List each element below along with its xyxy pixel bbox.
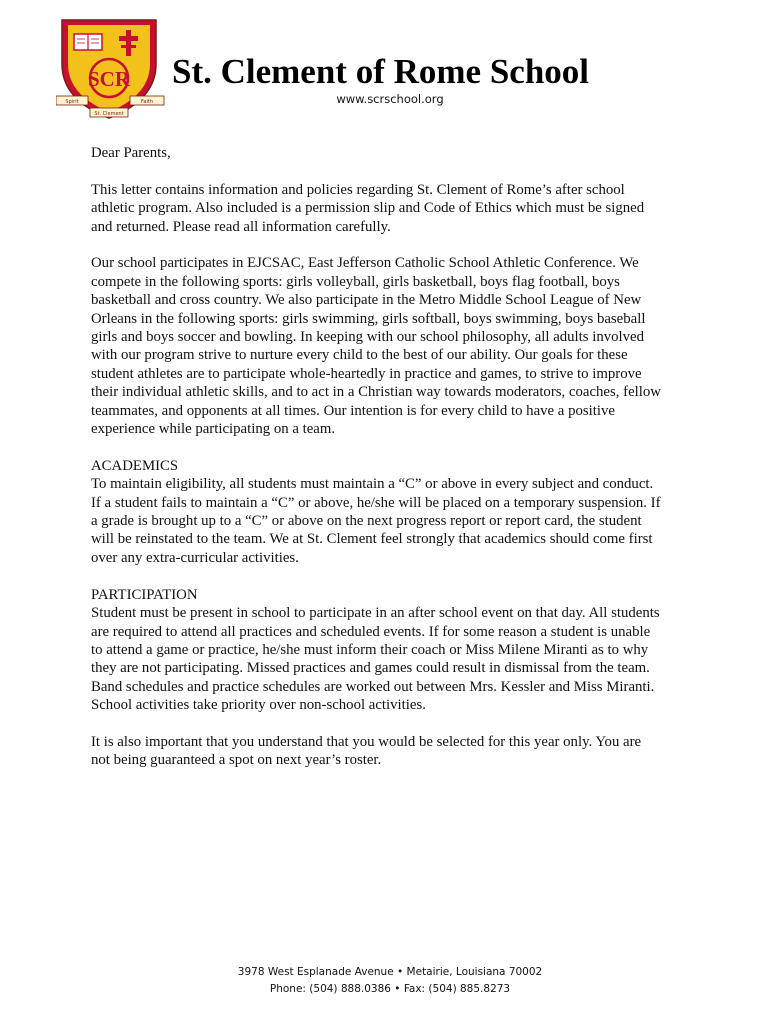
sports-paragraph: Our school participates in EJCSAC, East Jefferson Catholic School Athletic Conference. We compete in the following sports: girls volleyball, girls basketball, boys flag football, boys basketball and cross country. We also participate in the Metro Middle School League of New Orleans in the following sports: girls swimming, girls softball, boys swimming, boys baseball girls and boys soccer and bowling. In keeping with our school philosophy, all adults involved with our program strive to nurture every child to the best of our ability. Our goals for these student athletes are to participate whole-heartedly in practice and games, to strive to improve their individual athletic skills, and to act in a Christian way towards moderators, coaches, fellow teammates, and opponents at all times. Our intention is for every child to have a positive experience while participating on a team. [91, 255, 661, 438]
closing-paragraph: It is also important that you understand that you would be selected for this year only. You are not being guaranteed a spot on next year’s roster. [91, 733, 642, 769]
footer-address: 3978 West Esplanade Avenue • Metairie, Louisiana 70002 [237, 966, 543, 978]
academics-section [91, 457, 691, 567]
crest-ribbon-bottom: St. Clement [94, 111, 124, 117]
footer-contact: Phone: (504) 888.0386 • Fax: (504) 885.8273 [269, 983, 511, 995]
letter-body [91, 144, 691, 788]
salutation: Dear Parents, [91, 145, 171, 161]
participation-heading: PARTICIPATION [91, 586, 198, 603]
book-icon [74, 34, 102, 50]
intro-paragraph: This letter contains information and policies regarding St. Clement of Rome’s after school athletic program. Also included is a permission slip and Code of Ethics which must be signed and returned. Please read all information carefully. [91, 181, 645, 235]
school-crest-logo [56, 12, 166, 122]
participation-paragraph: Student must be present in school to participate in an after school event on that day. All students are required to attend all practices and scheduled events. If for some reason a student is unable to attend a game or practice, he/she must inform their coach or Miss Milene Miranti as to why they are not participating. Missed practices and games could result in dismissal from the team. Band schedules and practice schedules are worked out between Mrs. Kessler and Miss Miranti. School activities take priority over non-school activities. [91, 605, 660, 714]
crest-ribbon-right: Faith [141, 99, 153, 105]
school-website: www.scrschool.org [336, 92, 444, 106]
participation-section [91, 586, 691, 715]
crest-ribbon-left: Spirit [65, 99, 79, 105]
crest-monogram: SCR [87, 67, 131, 91]
footer [180, 964, 600, 998]
academics-heading: ACADEMICS [91, 457, 179, 474]
academics-paragraph: To maintain eligibility, all students must maintain a “C” or above in every subject and conduct. If a student fails to maintain a “C” or above, he/she will be placed on a temporary suspension. If a grade is brought up to a “C” or above on the next progress report or report card, the student will be reinstated to the team. We at St. Clement feel strongly that academics should come first over any extra-curricular activities. [91, 476, 661, 566]
school-name-heading: St. Clement of Rome School [172, 52, 590, 91]
